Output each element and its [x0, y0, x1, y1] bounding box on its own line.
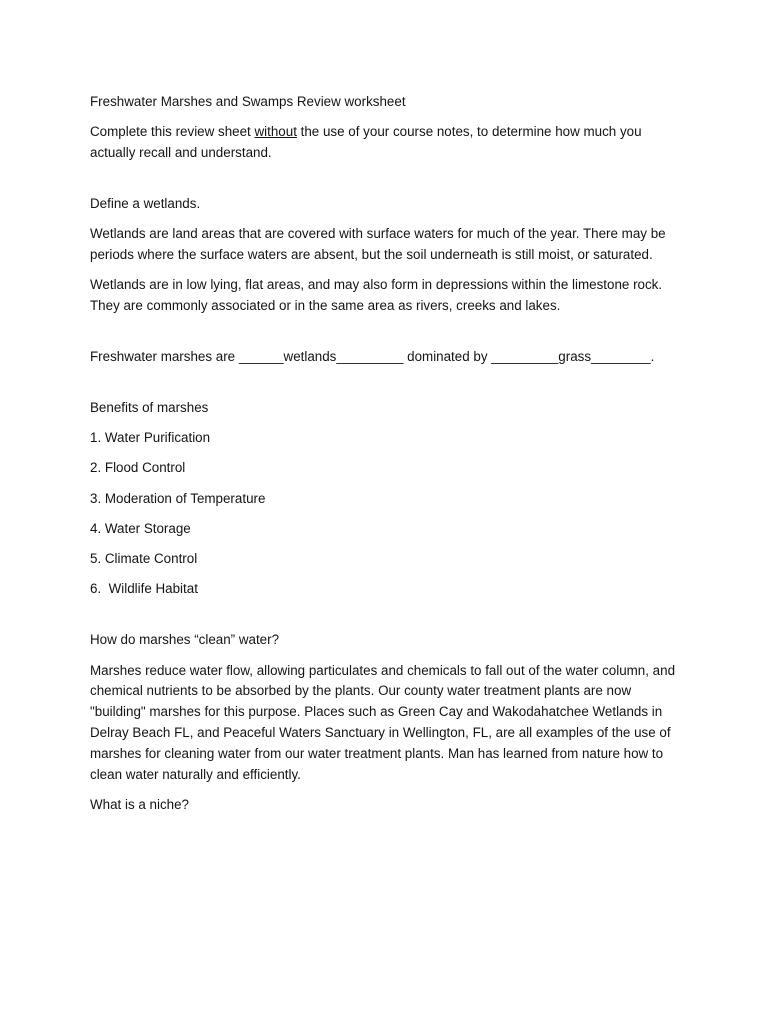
fill-in-prefix: Freshwater marshes are: [90, 348, 239, 364]
fill-in-blank-2-lead: _________: [491, 348, 559, 364]
fill-in-blank-1-lead: ______: [238, 348, 284, 364]
benefit-item: 5. Climate Control: [90, 551, 198, 567]
answer-wetlands-paragraph-2: Wetlands are in low lying, flat areas, and may also form in depressions within the limestone rock. They are commonly associated or in the same area as rivers, creeks and lakes.: [90, 277, 663, 314]
worksheet-page: [90, 92, 690, 816]
worksheet-title: Freshwater Marshes and Swamps Review worksheet: [90, 94, 406, 109]
benefit-item: 2. Flood Control: [90, 460, 186, 476]
benefit-item: 6. Wildlife Habitat: [90, 581, 198, 597]
fill-in-blank-2-tail: ________: [591, 348, 651, 364]
benefit-item: 4. Water Storage: [90, 520, 191, 536]
intro-text-after: the use of your course notes, to determine how much you actually recall and understand.: [90, 124, 642, 161]
intro-paragraph: [90, 122, 690, 164]
fill-in-end: .: [650, 348, 655, 364]
fill-in-blank-1-tail: _________: [336, 348, 404, 364]
benefit-item: 3. Moderation of Temperature: [90, 490, 266, 506]
fill-in-answer-1: wetlands: [283, 348, 337, 364]
question-define-wetlands: Define a wetlands.: [90, 195, 201, 211]
fill-in-answer-2: grass: [558, 348, 592, 364]
question-niche: What is a niche?: [90, 796, 189, 812]
answer-wetlands-paragraph-1: Wetlands are land areas that are covered with surface waters for much of the year. There may be periods where the surface waters are absent, but the soil underneath is still moist, or saturated.: [90, 226, 666, 262]
benefits-heading: Benefits of marshes: [90, 399, 209, 415]
intro-text-before: Complete this review sheet: [90, 124, 255, 140]
benefit-item: 1. Water Purification: [90, 429, 211, 445]
question-clean-water: How do marshes “clean” water?: [90, 632, 280, 648]
answer-clean-water: Marshes reduce water flow, allowing particulates and chemicals to fall out of the water column, and chemical nutrients to be absorbed by the plants. Our county water treatment plants are now "building" marshes for this purpose. Places such as Green Cay and Wakodahatchee Wetlands in Delray Beach FL, and Peaceful Waters Sanctuary in Wellington, FL, are all examples of the use of marshes for cleaning water from our water treatment plants. Man has learned from nature how to clean water naturally and efficiently.: [90, 662, 676, 782]
intro-emphasis: without: [254, 124, 297, 140]
fill-in-middle: dominated by: [403, 348, 492, 364]
fill-in-sentence: [90, 347, 690, 368]
